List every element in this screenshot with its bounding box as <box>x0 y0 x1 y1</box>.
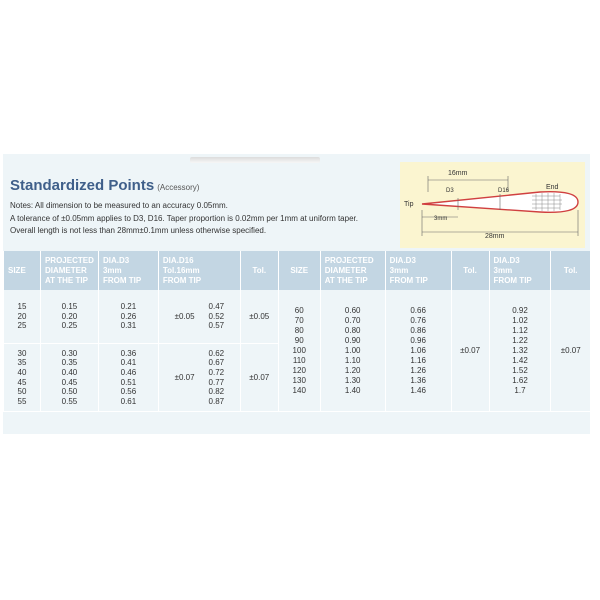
cell-value: 1.10 <box>344 355 361 365</box>
cell-value: 1.22 <box>512 335 528 345</box>
label-d3: D3 <box>446 188 454 194</box>
cell-value: 60 <box>294 305 304 315</box>
cell-value: 0.15 <box>61 302 78 312</box>
cell-value: 0.70 <box>344 315 361 325</box>
cell-value: 30 <box>17 348 27 358</box>
cell-value: 0.66 <box>410 305 426 315</box>
header-line: PROJECTED <box>44 255 94 265</box>
header-dia-d3-right <box>385 251 451 290</box>
standardized-points-table <box>3 251 590 412</box>
projected-cell-right <box>320 290 385 412</box>
cell-value: 15 <box>17 302 27 312</box>
cell-value: 40 <box>17 367 27 377</box>
header-projected <box>40 251 98 290</box>
projected-list <box>43 349 96 407</box>
projected-list-right <box>323 306 383 396</box>
cell-value: 1.62 <box>512 375 528 385</box>
cell-value: 1.16 <box>410 355 426 365</box>
page-title <box>10 177 199 194</box>
cell-value: 70 <box>294 315 304 325</box>
cell-value: 100 <box>292 345 306 355</box>
cell-value: 0.62 <box>208 348 225 358</box>
header-line: AT THE TIP <box>44 275 88 285</box>
header-dia-d16 <box>158 251 240 290</box>
header-line: DIA.D3 <box>389 255 416 265</box>
size-list <box>6 349 38 407</box>
table-header-row <box>4 251 591 290</box>
cell-value: 0.82 <box>208 387 225 397</box>
table-row <box>4 290 591 344</box>
label-tip: Tip <box>404 201 414 208</box>
cell-value: 0.31 <box>120 321 137 331</box>
d3-cell <box>98 344 158 412</box>
header-tol: Tol. <box>240 251 278 290</box>
cell-value: 0.25 <box>61 321 78 331</box>
cell-value: 1.06 <box>410 345 426 355</box>
header-line: FROM TIP <box>493 275 532 285</box>
cell-value: 0.40 <box>61 367 78 377</box>
d3-tolerance: ±0.07 <box>174 373 195 382</box>
title-subtitle: (Accessory) <box>157 183 200 192</box>
d16-list-right <box>492 306 549 396</box>
size-cell <box>4 290 41 344</box>
label-28mm: 28mm <box>485 233 505 240</box>
d3-cell-right <box>385 290 451 412</box>
cell-value: 1.7 <box>514 385 526 395</box>
header-line: DIA.D3 <box>493 255 520 265</box>
tol-cell: ±0.05 <box>240 290 278 344</box>
d16-cell <box>158 344 240 412</box>
d3-tolerance: ±0.05 <box>174 312 195 321</box>
d3-cell <box>98 290 158 344</box>
header-line: DIA.D16 <box>162 255 194 265</box>
cell-value: 0.21 <box>120 302 137 312</box>
cell-value: 0.60 <box>344 305 361 315</box>
header-line: FROM TIP <box>102 275 142 285</box>
cell-value: 0.76 <box>410 315 426 325</box>
header-line: 3mm <box>493 265 513 275</box>
header-line: FROM TIP <box>162 275 202 285</box>
cell-value: 0.77 <box>208 377 225 387</box>
note-line: Notes: All dimension to be measured to an accuracy 0.05mm. <box>10 201 228 210</box>
cell-value: 1.12 <box>512 325 528 335</box>
header-line: FROM TIP <box>389 275 428 285</box>
cell-value: 1.42 <box>512 355 528 365</box>
label-16mm: 16mm <box>448 170 468 177</box>
label-d16: D16 <box>498 188 510 194</box>
cell-value: 1.00 <box>344 345 361 355</box>
header-line: PROJECTED <box>324 255 374 265</box>
cell-value: 0.96 <box>410 335 426 345</box>
size-cell <box>4 344 41 412</box>
cell-value: 0.36 <box>120 348 137 358</box>
point-diagram-svg <box>400 162 585 248</box>
cell-value: 0.35 <box>61 358 78 368</box>
d3-list-right <box>388 306 449 396</box>
cell-value: 1.32 <box>512 345 528 355</box>
cell-value: 90 <box>294 335 304 345</box>
cell-value: 80 <box>294 325 304 335</box>
header-line: DIAMETER <box>44 265 87 275</box>
cell-value: 0.61 <box>120 396 137 406</box>
note-line: A tolerance of ±0.05mm applies to D3, D16. Taper proportion is 0.02mm per 1mm at uniform taper. <box>10 213 358 223</box>
projected-cell <box>40 290 98 344</box>
tol-cell: ±0.07 <box>240 344 278 412</box>
cell-value: 1.30 <box>344 375 361 385</box>
header-dia-d16-right <box>489 251 551 290</box>
label-end: End <box>546 184 559 191</box>
cell-value: 0.92 <box>512 305 528 315</box>
cell-value: 0.72 <box>208 367 225 377</box>
projected-list <box>43 302 96 330</box>
cell-value: 0.45 <box>61 377 78 387</box>
cell-value: 25 <box>17 321 27 331</box>
header-line: 3mm <box>102 265 122 275</box>
cell-value: 1.20 <box>344 365 361 375</box>
header-dia-d3 <box>98 251 158 290</box>
notes-block <box>10 200 358 238</box>
cell-value: 0.67 <box>208 358 225 368</box>
size-list-right <box>281 306 318 396</box>
size-list <box>6 302 38 330</box>
header-size-right: SIZE <box>278 251 320 290</box>
header-line: DIAMETER <box>324 265 367 275</box>
cell-value: 0.30 <box>61 348 78 358</box>
cell-value: 0.50 <box>61 387 78 397</box>
point-diagram <box>400 162 585 248</box>
cell-value: 1.36 <box>410 375 426 385</box>
cell-value: 0.80 <box>344 325 361 335</box>
cell-value: 0.41 <box>120 358 137 368</box>
cell-value: 0.20 <box>61 311 78 321</box>
cell-value: 140 <box>292 385 306 395</box>
header-line: Tol.16mm <box>162 265 200 275</box>
note-line: Overall length is not less than 28mm±0.1mm unless otherwise specified. <box>10 226 267 235</box>
header-line: DIA.D3 <box>102 255 130 265</box>
cell-value: 120 <box>292 365 306 375</box>
cell-value: 0.47 <box>208 302 225 312</box>
cell-value: 110 <box>292 355 306 365</box>
cell-value: 20 <box>17 311 27 321</box>
label-3mm: 3mm <box>434 216 448 222</box>
cell-value: 55 <box>17 396 27 406</box>
cell-value: 1.52 <box>512 365 528 375</box>
d16-cell-right <box>489 290 551 412</box>
cell-value: 45 <box>17 377 27 387</box>
d16-list <box>209 302 225 330</box>
d3-list <box>101 302 156 330</box>
tol-cell-right: ±0.07 <box>551 290 590 412</box>
header-line: AT THE TIP <box>324 275 368 285</box>
cell-value: 0.51 <box>120 377 137 387</box>
cell-value: 50 <box>17 387 27 397</box>
cell-value: 0.57 <box>208 321 225 331</box>
projected-cell <box>40 344 98 412</box>
header-size: SIZE <box>4 251 41 290</box>
d16-list <box>209 349 225 407</box>
size-cell-right <box>278 290 320 412</box>
cell-value: 0.55 <box>61 396 78 406</box>
cell-value: 0.52 <box>208 311 225 321</box>
d3-tol-cell-right: ±0.07 <box>451 290 489 412</box>
cell-value: 1.40 <box>344 385 361 395</box>
cell-value: 0.86 <box>410 325 426 335</box>
cell-value: 1.26 <box>410 365 426 375</box>
top-divider-bar <box>190 157 320 163</box>
cell-value: 0.90 <box>344 335 361 345</box>
d3-list <box>101 349 156 407</box>
cell-value: 1.46 <box>410 385 426 395</box>
header-projected-right <box>320 251 385 290</box>
d16-cell <box>158 290 240 344</box>
cell-value: 1.02 <box>512 315 528 325</box>
cell-value: 0.56 <box>120 387 137 397</box>
cell-value: 130 <box>292 375 306 385</box>
header-line: 3mm <box>389 265 409 275</box>
header-tol-right-2: Tol. <box>551 251 590 290</box>
cell-value: 35 <box>17 358 27 368</box>
cell-value: 0.26 <box>120 311 137 321</box>
cell-value: 0.87 <box>208 396 225 406</box>
header-tol-right: Tol. <box>451 251 489 290</box>
cell-value: 0.46 <box>120 367 137 377</box>
title-text: Standardized Points <box>10 177 155 194</box>
